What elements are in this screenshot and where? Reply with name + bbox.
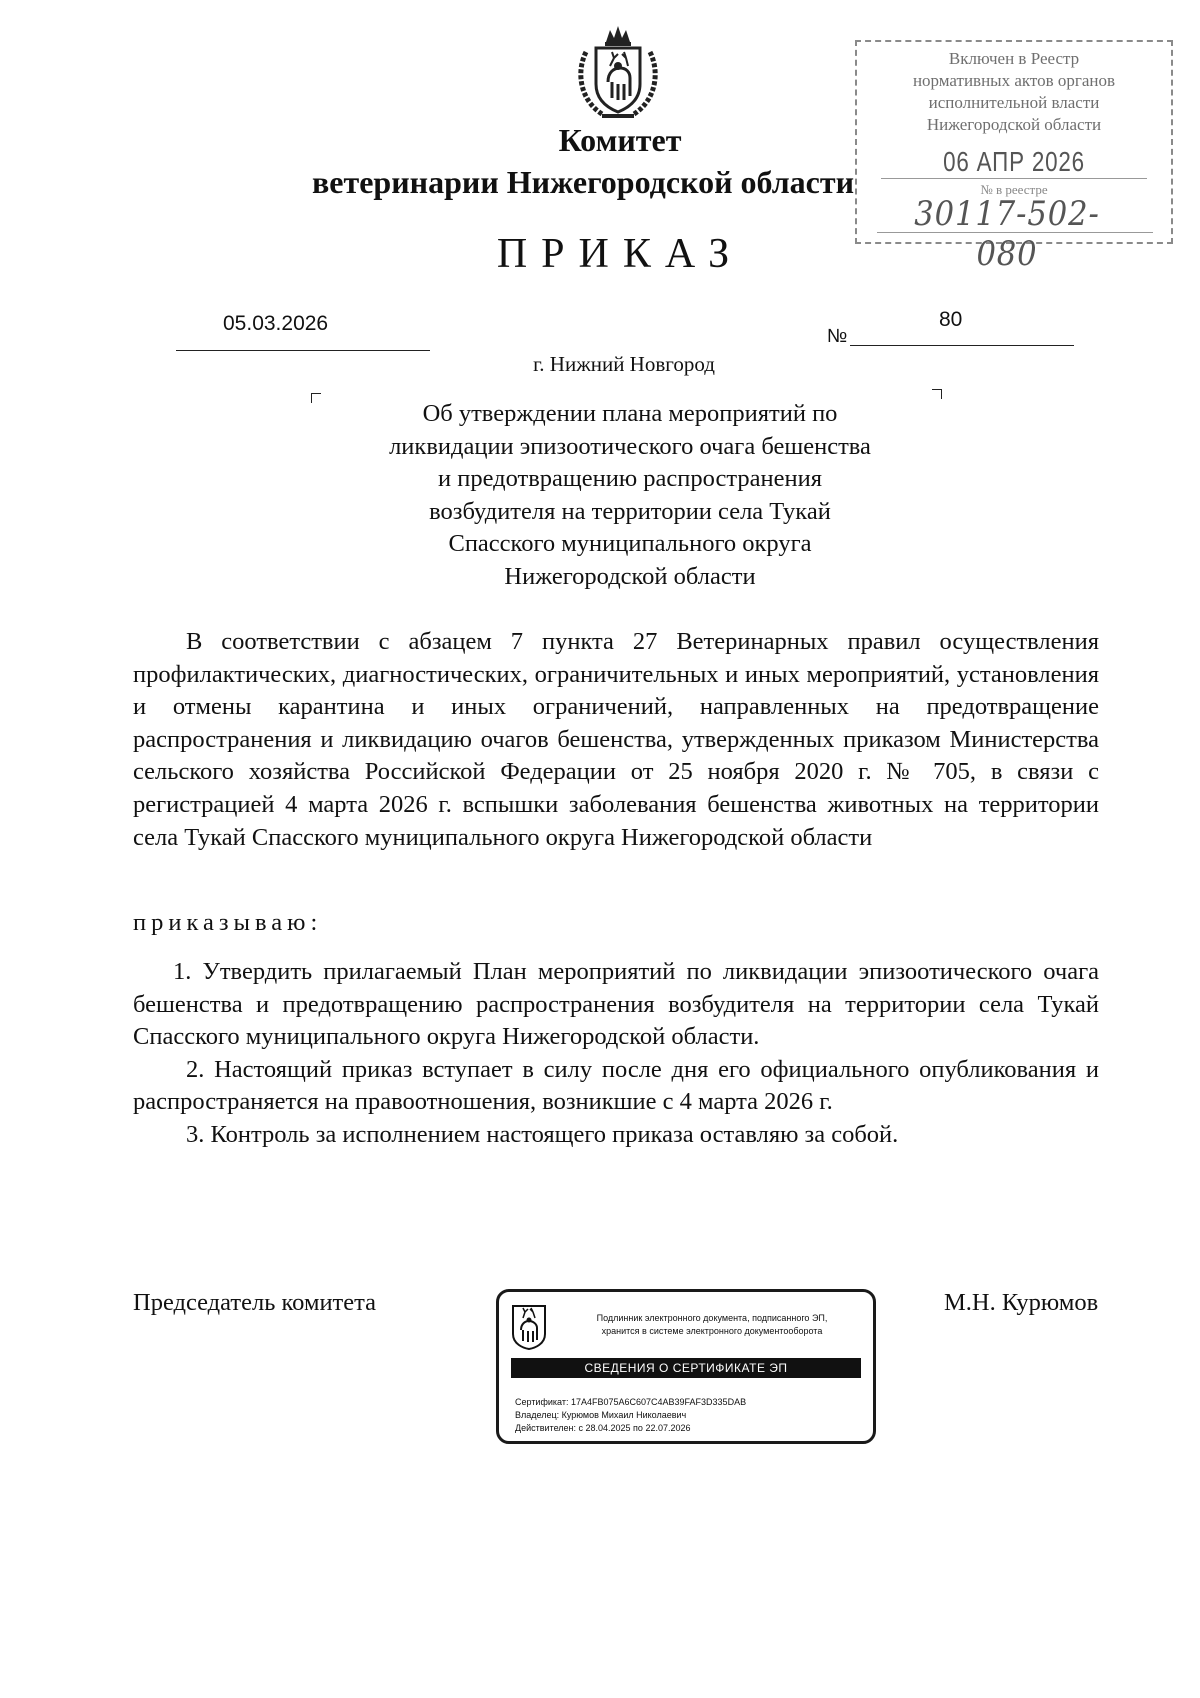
- subject-line: ликвидации эпизоотического очага бешенства: [389, 432, 871, 460]
- preamble-text: В соответствии с абзацем 7 пункта 27 Ветеринарных правил осуществления профилактических, диагностических, ограничительных и иных мероприятий, установления и отмены карантина и иных ограничений, направленных на предотвращение распространения и ликвидацию очагов бешенства, утвержденных приказом Министерства сельского хозяйства Российской Федерации от 25 ноября 2020 г. № 705, в связи с регистрацией 4 марта 2026 г. вспышки заболевания бешенства животных на территории села Тукай Спасского муниципального округа Нижегородской области: [133, 628, 1099, 851]
- signatory-name: М.Н. Курюмов: [944, 1289, 1099, 1316]
- certificate-details: [515, 1396, 746, 1435]
- document-city: г. Нижний Новгород: [533, 352, 715, 376]
- certificate-id: Сертификат: 17A4FB075A6C607C4AB39FAF3D335DAB: [515, 1397, 747, 1407]
- certificate-owner: Владелец: Курюмов Михаил Николаевич: [515, 1410, 687, 1420]
- number-sign: №: [827, 326, 848, 347]
- signature-note-line: хранится в системе электронного документооборота: [601, 1326, 823, 1336]
- certificate-validity: Действителен: с 28.04.2025 по 22.07.2026: [515, 1423, 691, 1433]
- order-item-3: 3. Контроль за исполнением настоящего приказа оставляю за собой.: [186, 1120, 899, 1148]
- registry-stamp-line: исполнительной власти: [928, 93, 1100, 112]
- registry-stamp-rule: [877, 232, 1153, 233]
- registry-number-label: № в реестре: [980, 182, 1048, 197]
- order-word: приказываю:: [133, 909, 323, 936]
- registry-stamp-line: Включен в Реестр: [948, 49, 1080, 68]
- subject-line: возбудителя на территории села Тукай: [429, 497, 831, 525]
- signature-note-line: Подлинник электронного документа, подписанного ЭП,: [596, 1313, 828, 1323]
- order-item-1: 1. Утвердить прилагаемый План мероприятий по ликвидации эпизоотического очага бешенства и предотвращению распространения возбудителя на территории села Тукай Спасского муниципального округа Нижегородской области.: [133, 958, 1099, 1051]
- registry-number: 30117-502-080: [914, 194, 1100, 274]
- electronic-signature-block: [496, 1289, 876, 1444]
- signature-note: [557, 1312, 867, 1338]
- number-underline: [850, 345, 1074, 346]
- subject-line: Об утверждении плана мероприятий по: [422, 400, 838, 427]
- subject-line: Спасского муниципального округа: [448, 530, 812, 558]
- signatory-title: Председатель комитета: [133, 1289, 377, 1316]
- organization-name-line2: ветеринарии Нижегородской области: [312, 164, 855, 200]
- document-date: 05.03.2026: [223, 312, 329, 335]
- date-underline: [176, 350, 430, 351]
- subject-line: Нижегородской области: [504, 562, 756, 590]
- registry-stamp-text: [857, 48, 1171, 136]
- document-number: 80: [939, 308, 963, 331]
- document-type-title: ПРИКАЗ: [496, 231, 744, 277]
- organization-name-line1: Комитет: [558, 122, 682, 158]
- order-items: [133, 956, 1099, 1152]
- document-subject: [300, 398, 960, 594]
- registry-stamp: [855, 40, 1173, 274]
- order-item-2: 2. Настоящий приказ вступает в силу после дня его официального опубликования и распространяется на правоотношения, возникшие с 4 марта 2026 г.: [133, 1055, 1099, 1116]
- certificate-info-header: СВЕДЕНИЯ О СЕРТИФИКАТЕ ЭП: [511, 1358, 861, 1378]
- registry-stamp-line: Нижегородской области: [926, 115, 1102, 134]
- preamble-paragraph: [133, 626, 1099, 854]
- registry-stamp-date: 06 АПР 2026: [943, 146, 1085, 177]
- subject-line: и предотвращению распространения: [437, 465, 823, 493]
- deer-emblem-icon: [511, 1304, 547, 1350]
- registry-stamp-rule: [881, 178, 1147, 179]
- coat-of-arms-emblem: [572, 22, 664, 122]
- registry-stamp-line: нормативных актов органов: [912, 71, 1116, 90]
